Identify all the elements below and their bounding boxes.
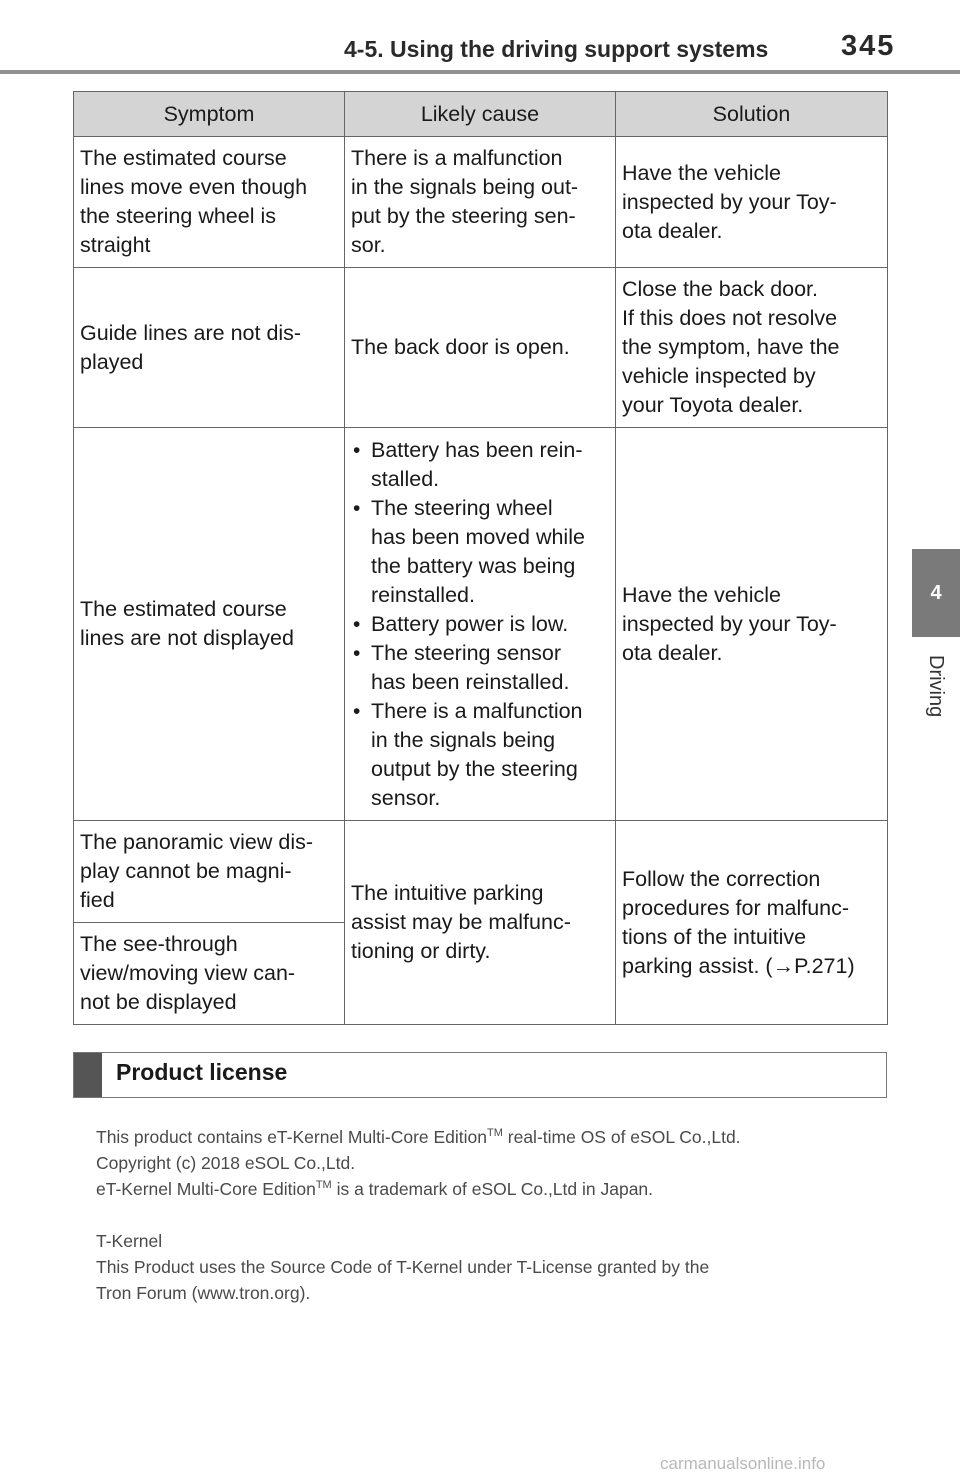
solution-cell: Follow the correction procedures for malfunc- tions of the intuitive parking assist. (→P.271) xyxy=(616,821,888,1025)
list-item: • There is a malfunction in the signals being output by the steering sensor. xyxy=(351,697,610,813)
symptom-cell: The estimated course lines move even though the steering wheel is straight xyxy=(74,137,345,268)
arrow-right-icon: → xyxy=(772,953,795,978)
table-row xyxy=(74,268,888,428)
table-row xyxy=(74,428,888,821)
watermark: carmanualsonline.info xyxy=(660,1454,826,1473)
chapter-number: 4 xyxy=(930,581,942,604)
symptom-cell: The panoramic view dis- play cannot be magni- fied xyxy=(74,821,345,923)
heading-bar xyxy=(74,1053,102,1097)
table-row xyxy=(74,821,888,923)
list-item: • The steering wheel has been moved while the battery was being reinstalled. xyxy=(351,494,610,610)
page-reference-link[interactable]: P.271) xyxy=(794,953,855,978)
cause-cell: The intuitive parking assist may be malfunc- tioning or dirty. xyxy=(345,821,616,1025)
list-item: • The steering sensor has been reinstalled. xyxy=(351,639,610,697)
license-text-block: This product contains eT-Kernel Multi-Core Edition™ real-time OS of eSOL Co.,Ltd. Copyright (c) 2018 eSOL Co.,Ltd. eT-Kernel Multi-Core Edition™ is a trademark of eSOL Co.,Ltd in Japan. T-Kernel This Product uses the Source Code of T-Kernel under T-License granted by the Tron Forum (www.tron.org). xyxy=(96,1127,741,1303)
column-header-solution: Solution xyxy=(616,92,888,137)
list-item: • Battery power is low. xyxy=(351,610,610,639)
table-row xyxy=(74,137,888,268)
section-title: 4-5. Using the driving support systems xyxy=(344,36,769,62)
solution-cell: Have the vehicle inspected by your Toy- ota dealer. xyxy=(616,137,888,268)
symptom-cell: The estimated course lines are not displayed xyxy=(74,428,345,821)
column-header-likely-cause: Likely cause xyxy=(345,92,616,137)
troubleshooting-table xyxy=(73,91,888,1025)
chapter-tab xyxy=(912,549,960,637)
product-license-heading xyxy=(73,1052,887,1098)
cause-cell: There is a malfunction in the signals being out- put by the steering sen- sor. xyxy=(345,137,616,268)
header-rule xyxy=(0,70,960,74)
symptom-cell: Guide lines are not dis- played xyxy=(74,268,345,428)
solution-cell: Close the back door. If this does not resolve the symptom, have the vehicle inspected by your Toyota dealer. xyxy=(616,268,888,428)
table-header-row xyxy=(74,92,888,137)
chapter-label: Driving xyxy=(925,655,947,718)
list-item: • Battery has been rein- stalled. xyxy=(351,436,610,494)
cause-cell xyxy=(345,428,616,821)
symptom-cell: The see-through view/moving view can- not be displayed xyxy=(74,923,345,1025)
cause-list xyxy=(351,436,610,813)
heading-text: Product license xyxy=(116,1059,288,1085)
cause-cell: The back door is open. xyxy=(345,268,616,428)
column-header-symptom: Symptom xyxy=(74,92,345,137)
solution-cell: Have the vehicle inspected by your Toy- ota dealer. xyxy=(616,428,888,821)
page-number: 345 xyxy=(841,30,896,62)
